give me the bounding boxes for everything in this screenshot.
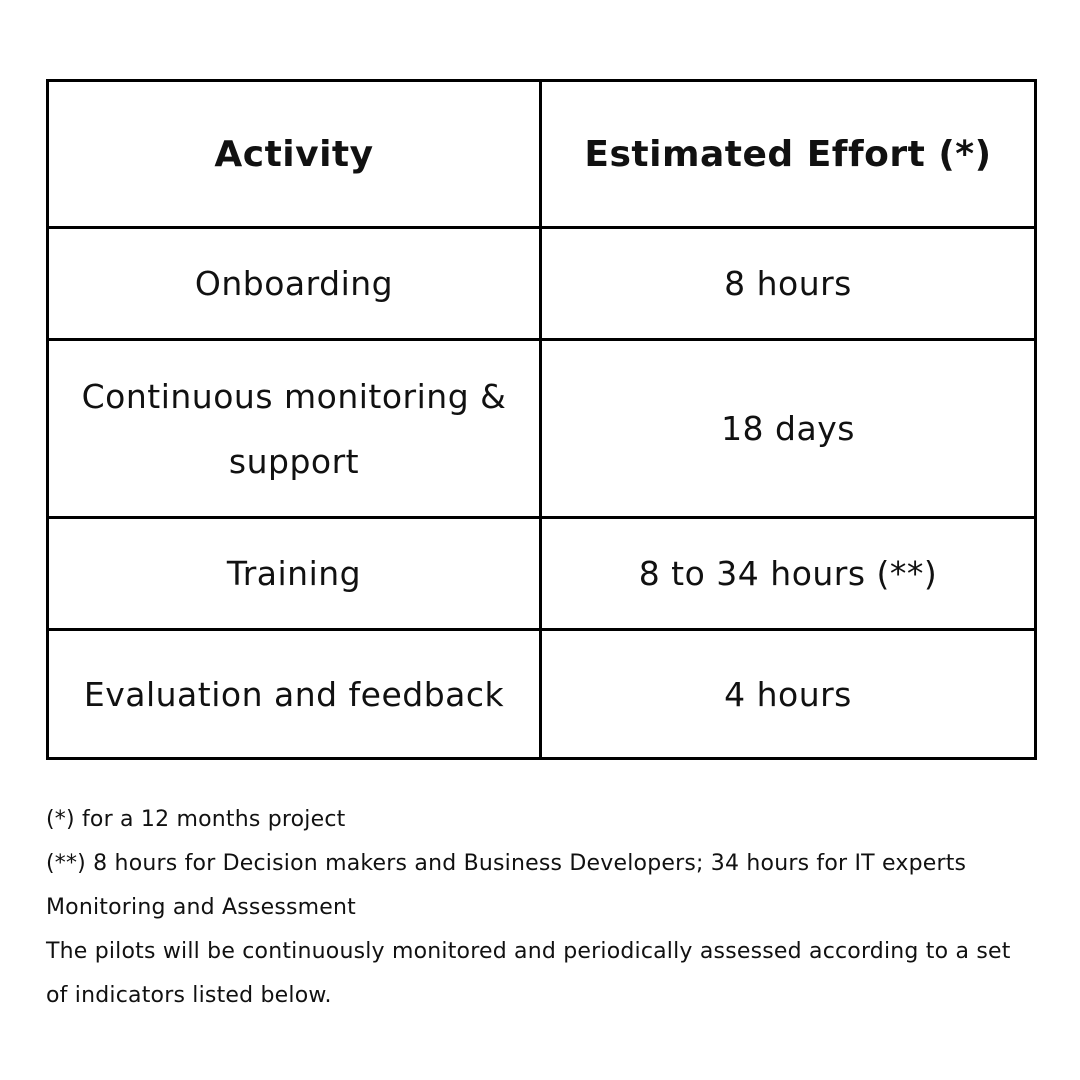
activity-cell: Onboarding xyxy=(48,228,541,340)
header-estimated-effort: Estimated Effort (*) xyxy=(541,81,1036,228)
section-title: Monitoring and Assessment xyxy=(46,895,356,920)
effort-table xyxy=(46,79,1037,760)
table-header-row xyxy=(48,81,1036,228)
effort-cell: 18 days xyxy=(541,340,1036,518)
body-paragraph: The pilots will be continuously monitored and periodically assessed according to a set of indicators listed below. xyxy=(46,939,1011,1008)
notes-section xyxy=(46,798,1036,1018)
table-row xyxy=(48,518,1036,630)
table-row xyxy=(48,340,1036,518)
activity-cell: Training xyxy=(48,518,541,630)
table-row xyxy=(48,228,1036,340)
effort-cell: 8 to 34 hours (**) xyxy=(541,518,1036,630)
header-activity: Activity xyxy=(48,81,541,228)
effort-cell: 4 hours xyxy=(541,630,1036,759)
activity-cell: Continuous monitoring & support xyxy=(48,340,541,518)
activity-cell: Evaluation and feedback xyxy=(48,630,541,759)
effort-cell: 8 hours xyxy=(541,228,1036,340)
table-row xyxy=(48,630,1036,759)
footnote-single-asterisk: (*) for a 12 months project xyxy=(46,807,346,832)
footnote-double-asterisk: (**) 8 hours for Decision makers and Business Developers; 34 hours for IT experts xyxy=(46,851,967,876)
